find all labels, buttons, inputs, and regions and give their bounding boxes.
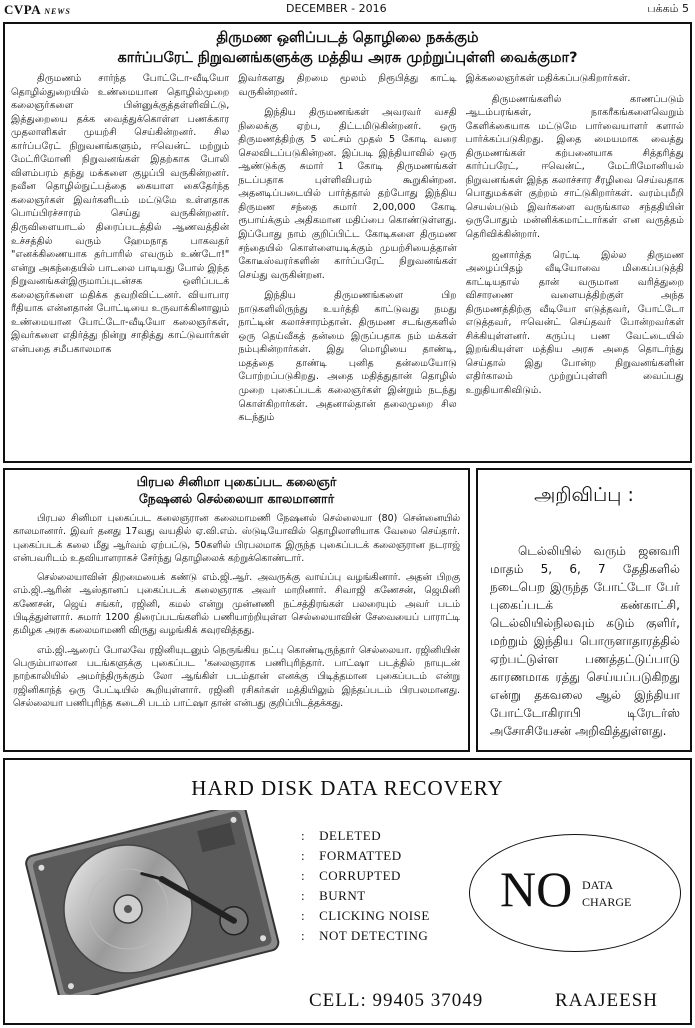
page-number: பக்கம் 5 (647, 2, 689, 15)
hard-disk-image (17, 810, 287, 995)
article2-title-line2: நேஷனல் செல்லையா காலமானார் (138, 491, 335, 506)
article1-column-3 (466, 72, 684, 457)
list-item: : BURNT (301, 886, 430, 906)
badge-charge: CHARGE (582, 895, 632, 909)
page-header (0, 0, 695, 20)
notice-text: டெல்லியில் வரும் ஜனவரி மாதம் 5, 6, 7 தேதிகளில் நடைபெற இருந்த போட்டோ பேர் புகைப்படக் கண்காட்சி, டெல்லியில்நிலவும் கடும் குளிர், மற்றும் இந்திய பொருளாதாரத்தில் ஏற்பட்டுள்ள பணத்தட்டுப்பாடு காரணமாக ரத்து செய்யப்படுகிறது என்று தகவலை ஆல் இந்தியா போட்டோகிராபி டிரேடர்ஸ் அசோசியேசன் அறிவித்துள்ளது. (490, 544, 680, 738)
article1-paragraph: திருமணங்களில் காணப்படும் ஆடம்பரங்கள், நாகரீகங்களைவெறும் கேளிக்கையாக மட்டுமே பார்வையாளர் களால் பார்க்கப்படுகிறது. இதை மையமாக வைத்து திருமணங்கள் கற்பனையாக சித்தரித்து கார்ப்பரேட், ஈவென்ட், மேட்ரிமோனியல் நிறுவனங்கள் இந்த கலாச்சார சீரழிவை செய்வதாக பொதுமக்கள் குற்றம் சாட்டுகிறார்கள். வரம்புமீறி செயல்படும் இவர்களை வருங்கால சந்ததியின் ஒருபோதும் மன்னிக்கமாட்டார்கள் என வருத்தம் தெரிவிக்கின்றார். (465, 93, 684, 241)
issue-date: DECEMBER - 2016 (286, 2, 387, 15)
recovery-cases-list (301, 826, 430, 946)
brand-name: CVPA (4, 2, 41, 17)
badge-data: DATA (582, 878, 614, 892)
article1-title-line1: திருமண ஒளிப்படத் தொழிலை நசுக்கும் (216, 30, 479, 46)
brand-sub: NEWS (44, 7, 71, 16)
article1-paragraph: ஜனார்த்த ரெட்டி இல்ல திருமண அழைப்பிதழ் வீடியோவை மிகைப்படுத்தி காட்டியதால் தான் வருமான வரித்துறை விசாரணை வளையத்திற்குள் அந்த திருமணத்திற்கு வீடியோ எடுத்தவர், போட்டோ எடுத்தவர், ஈவென்ட் செய்தவர் போன்றவர்கள் சிக்கியுள்ளனர். கருப்பு பண வேட்டையில் இறங்கியுள்ள மத்திய அரசு அதை தொடர்ந்து செய்தால் இது போன்ற நிறுவனங்களின் எதிர்காலம் முற்றுப்புள்ளி வைப்பது உறுதியாகிவிடும். (465, 249, 684, 397)
article2-paragraph: எம்.ஜி.ஆரைப் போலவே ரஜினியுடனும் நெருங்கிய நட்பு கொண்டிருந்தார் செல்லையா. ரஜினியின் பெரும்பாலான படங்களுக்கு புகைப்பட 'கலைஞராக பணிபுரிந்தார். பாட்ஷா படத்தில் நாயுடன் நாற்காலியில் அமர்ந்திருக்கும் லோ ஆங்கிள் படம்தான் எனக்கு பிடித்தமான புகைப்படம் என்று ரஜினிகாந்த் ஒரு பேட்டியில் கூறியுள்ளார். ரஜினி ரசிகர்கள் மத்தியிலும் இந்தப்படம் பிரபலமானது. செல்லையா பணிபுரிந்த கடைசி படம் பாட்ஷா தான் என்பது குறிப்பிடத்தக்கது. (13, 644, 460, 709)
list-item: : NOT DETECTING (301, 926, 430, 946)
article1-headline (5, 28, 690, 68)
article1-paragraph: திருமணம் சார்ந்த போட்டோ-வீடியோ தொழில்துறையில் உண்மையான தொழில்முறை கலைஞர்களை பின்னுக்குத்தள்ளிவிட்டு, இத்துறையை தக்க வைத்துக்கொள்ள பணக்கார முதலாளிகள் முயற்சி செய்கின்றனர். சில கார்ப்பரேட் நிறுவனங்களும், ஈவென்ட் மற்றும் மேட்ரிமோனி நிறுவனங்கள் இதற்காக போலி விளம்பரம் தந்து மக்களை குழப்பி வருகின்றனர். நவீன தொழில்நுட்பத்தை கையாள கைதேர்ந்த கலைஞர்கள் இவர்களிடம் மட்டுமே உள்ளதாக பொய்பிரச்சாரம் செய்து வருகின்றனர். திருவிளையாடல் திரைப்படத்தில் ஆணவத்தின் உச்சத்தில் வரும் ஹேமநாத பாகவதர் "எனக்கிணையாக தர்பாரில் எவரும் உண்டோ!" என்று அகந்தையில் பாடலை பாடியது போல் இந்த நிறுவனங்கள்இருமாப்புடன்சக ஒளிப்படக் கலைஞர்களை மதிக்க தவறிவிட்டனர். வியாபார ரீதியாக என்னதான் போட்டியை உருவாக்கினாலும் உண்மையான போட்டோ-வீடியோ கலைஞர்கள், இவர்களை எதிர்த்து நின்று சாதித்து காட்டுவார்கள் என்பதை சமீபகாலமாக (11, 73, 230, 355)
advertisement-data-recovery (3, 758, 692, 1025)
article1-title-line2: கார்ப்பரேட் நிறுவனங்களுக்கு மத்திய அரசு முற்றுப்புள்ளி வைக்குமா? (117, 50, 578, 66)
article2-headline (5, 473, 468, 507)
contact-name: RAAJEESH (555, 990, 659, 1011)
list-item: : FORMATTED (301, 846, 430, 866)
article1-columns (11, 72, 684, 457)
notice-title: அறிவிப்பு : (534, 484, 634, 506)
list-item: : CLICKING NOISE (301, 906, 430, 926)
article-obituary (3, 468, 470, 752)
article1-paragraph: இந்திய திருமணங்கள் அவரவர் வசதி நிலைக்கு ஏற்ப, திட்டமிடுகின்றனர். ஒரு திருமணத்திற்கு 5 லட்சம் முதல் 5 கோடி வரை செலவிடப்படுகின்றன. இப்படி இந்தியாவில் ஒரு ஆண்டுக்கு சுமார் 1 கோடி திருமணங்கள் நடப்பதாக புள்ளிவிபரம் கூறுகின்றன. அதனடிப்படையில் பார்த்தால் தற்போது இந்திய திருமண சந்தை சுமார் 2,00,000 கோடி ரூபாய்க்கும் அதிகமான மதிப்பை கொண்டுள்ளது. இப்போது நாம் குறிப்பிட்ட கோடிகளை திருமண சந்தையில் கொள்ளையடிக்கும் முயற்சியைத்தான் கோடீஸ்வரர்களின் கார்ப்பரேட் நிறுவனங்கள் செய்து வருகின்றன. (238, 107, 457, 281)
article1-paragraph: இந்திய திருமணங்களை பிற நாடுகளிலிருந்து உயர்த்தி காட்டுவது நமது நாட்டின் கலாச்சாரம்தான். திருமண சடங்குகளில் ஒரு தெய்வீகத் தன்மை இருப்பதாக நம் மக்கள் நம்புகின்றார்கள். இது மொழியை தாண்டி, மதத்தை தாண்டி புனித தன்மையோடு போற்றப்படுகிறது. அதை மதித்துதான் தொழில் முறை புகைப்படக் கலைஞர்கள் இன்றும் நடந்து கொள்கிறார்கள். அதனால்தான் தலைமுறை சில கடந்தும் (238, 290, 457, 424)
list-item: : DELETED (301, 826, 430, 846)
badge-no: NO (500, 861, 573, 917)
contact-phone: CELL: 99405 37049 (309, 990, 484, 1011)
notice-box (476, 468, 692, 752)
article2-body (13, 512, 460, 716)
article1-column-1 (11, 72, 229, 457)
badge-data-charge (582, 877, 631, 911)
article1-column-2 (238, 72, 456, 457)
article-wedding-photography (3, 22, 692, 463)
article2-paragraph: செல்லையாவின் திறமையைக் கண்டு எம்.ஜி.ஆர். அவருக்கு வாய்ப்பு வழங்கினார். அதன் பிறகு எம்.ஜி.ஆரின் ஆஸ்தானப் புகைப்படக் கலைஞராக அவர் மாறினார். சிவாஜி கணேசன், ஜெமினி கணேசன், ஜெய் சங்கர், ரஜினி, கமல் என்று முன்னணி நட்சத்திரங்கள் பலரையும் அவர் படம் பிடித்துள்ளார். சுமார் 1200 திரைப்படங்களில் பணியாற்றியுள்ள செல்லையாவின் சேவையைப் பாராட்டி தமிழக அரசு கலைமாமணி விருது வழங்கிக் கவுரவித்தது. (13, 572, 460, 637)
masthead-logo (4, 2, 71, 18)
ad-title: HARD DISK DATA RECOVERY (191, 776, 504, 800)
article1-paragraph: இவர்களது திறமை மூலம் நிரூபித்து காட்டி வருகின்றனர். (238, 73, 457, 98)
no-data-charge-badge (469, 834, 681, 952)
article1-paragraph: இக்கலைஞர்கள் மதிக்கப்படுகிறார்கள். (465, 73, 631, 84)
article2-paragraph: பிரபல சினிமா புகைப்பட கலைஞரான கலைமாமணி நேஷனல் செல்லையா (80) சென்னையில் காலமானார். இவர் தனது 17வது வயதில் ஏ.வி.எம். ஸ்டுடியோவில் தொழிலாளியாக வேலை செய்தார். புகைப்படக் கலை மீது ஆர்வம் ஏற்பட்டு, 50களில் பிரபலமாக இருந்த புகைப்படக் கலைஞரான நடராஜ் என்பவரிடம் உதவியாளராகச் சேர்ந்து தொழிலைக் கற்றுக்கொண்டார். (13, 513, 460, 564)
article2-title-line1: பிரபல சினிமா புகைப்பட கலைஞர் (136, 474, 337, 489)
list-item: : CORRUPTED (301, 866, 430, 886)
